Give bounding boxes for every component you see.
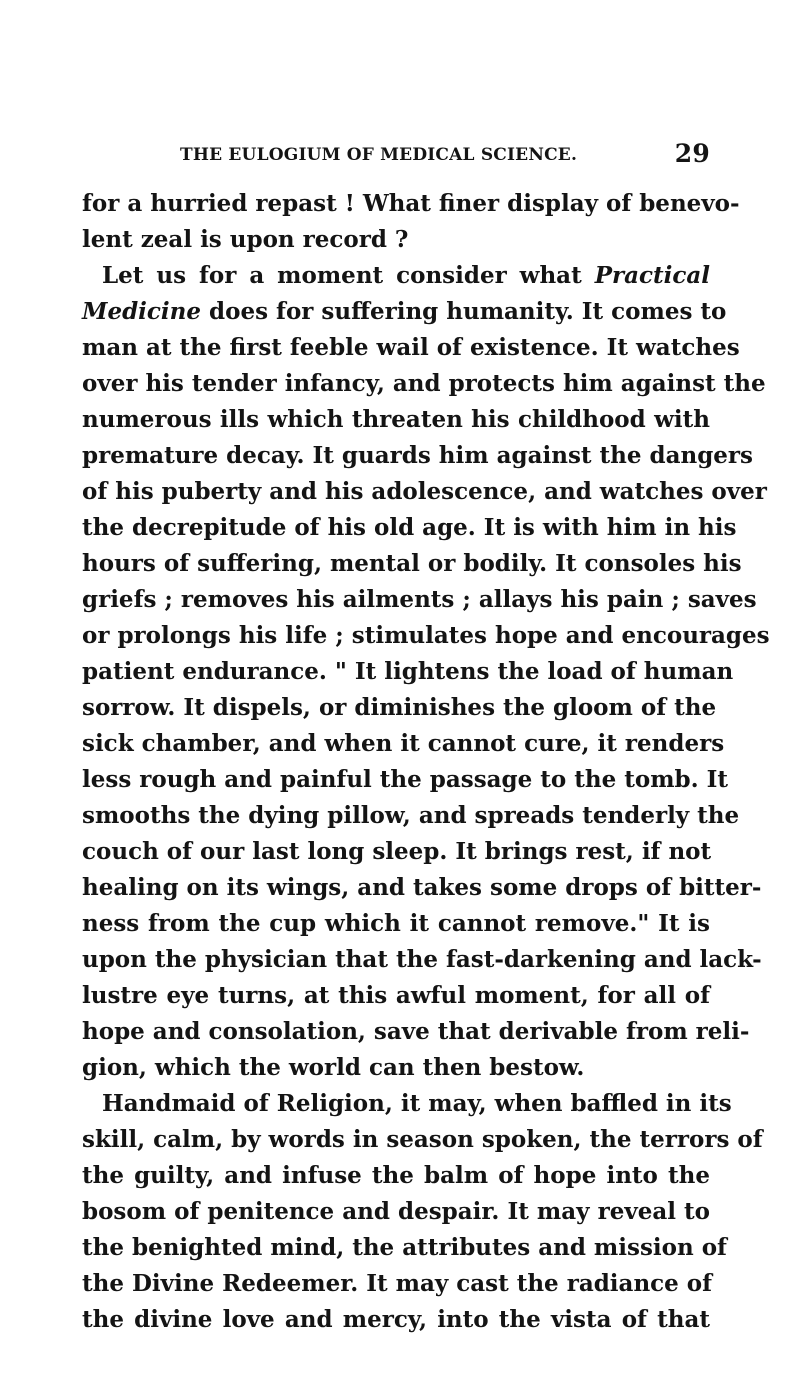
running-header	[180, 139, 720, 169]
text-line: griefs ; removes his ailments ; allays his pain ; saves	[82, 586, 757, 613]
text-line: sorrow. It dispels, or diminishes the gloom of the	[82, 694, 717, 721]
text-line: the Divine Redeemer. It may cast the radiance of	[82, 1270, 713, 1297]
text-line: smooths the dying pillow, and spreads tenderly the	[82, 802, 740, 829]
text-line: the guilty, and infuse the balm of hope into the	[82, 1162, 710, 1189]
text-line: for a hurried repast ! What finer display of benevo-	[82, 190, 740, 217]
text-line	[82, 294, 727, 330]
page-number: 29	[674, 139, 710, 168]
text-line: upon the physician that the fast-darkening and lack-	[82, 946, 762, 973]
body-text	[82, 186, 770, 1338]
text-line: of his puberty and his adolescence, and watches over	[82, 478, 767, 505]
text-line: lustre eye turns, at this awful moment, for all of	[82, 982, 710, 1009]
text-line: bosom of penitence and despair. It may reveal to	[82, 1198, 710, 1225]
italic-term: Medicine	[82, 298, 202, 325]
text-line: numerous ills which threaten his childhood with	[82, 406, 710, 433]
text-segment: Let us for a moment consider what	[102, 262, 582, 289]
text-line: sick chamber, and when it cannot cure, it renders	[82, 730, 725, 757]
text-line: over his tender infancy, and protects him against the	[82, 370, 766, 397]
text-line: man at the first feeble wail of existence. It watches	[82, 334, 740, 361]
text-line: ness from the cup which it cannot remove." It is	[82, 910, 710, 937]
text-line: or prolongs his life ; stimulates hope and encourages	[82, 622, 770, 649]
italic-term: Practical	[594, 262, 711, 289]
text-segment: does for suffering humanity. It comes to	[209, 298, 727, 325]
text-line: the divine love and mercy, into the vista of that	[82, 1306, 710, 1333]
text-line: skill, calm, by words in season spoken, the terrors of	[82, 1126, 763, 1153]
text-line: healing on its wings, and takes some drops of bitter-	[82, 874, 762, 901]
running-title: THE EULOGIUM OF MEDICAL SCIENCE.	[180, 145, 578, 165]
text-line: the decrepitude of his old age. It is with him in his	[82, 514, 737, 541]
text-line: Handmaid of Religion, it may, when baffled in its	[102, 1090, 732, 1117]
text-line: hours of suffering, mental or bodily. It consoles his	[82, 550, 742, 577]
text-line: gion, which the world can then bestow.	[82, 1054, 585, 1081]
text-line: couch of our last long sleep. It brings rest, if not	[82, 838, 712, 865]
text-line: lent zeal is upon record ?	[82, 226, 409, 253]
text-line: patient endurance. " It lightens the load of human	[82, 658, 734, 685]
text-line: premature decay. It guards him against the dangers	[82, 442, 753, 469]
text-line	[82, 258, 710, 294]
text-line: hope and consolation, save that derivable from reli-	[82, 1018, 750, 1045]
text-line: the benighted mind, the attributes and mission of	[82, 1234, 727, 1261]
text-line: less rough and painful the passage to the tomb. It	[82, 766, 729, 793]
